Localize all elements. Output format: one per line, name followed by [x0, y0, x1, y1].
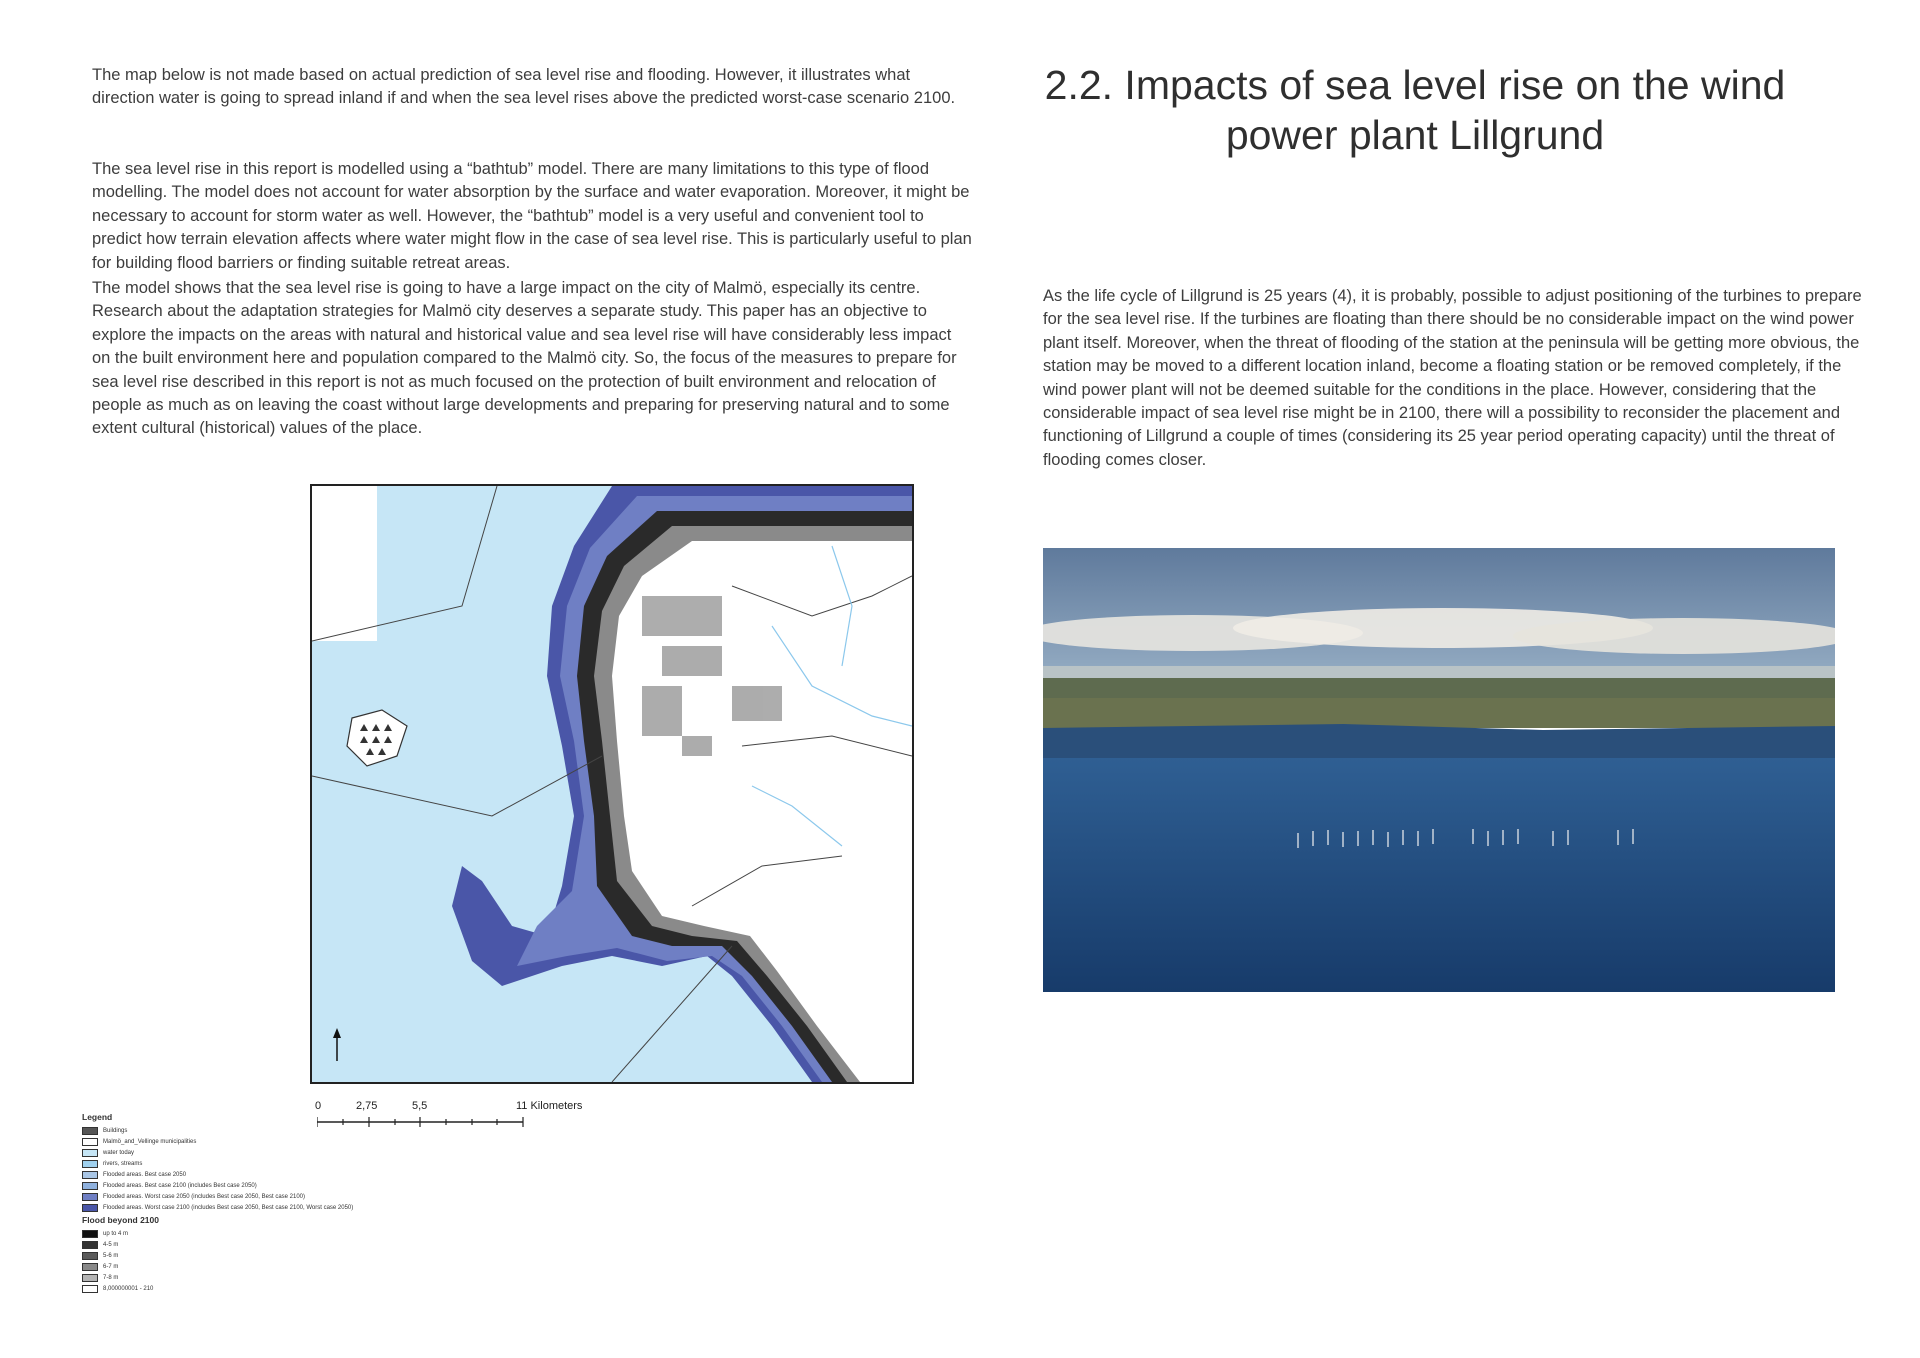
- lillgrund-aerial-photo: [1043, 548, 1835, 992]
- legend-item: [82, 1191, 402, 1202]
- legend-item: [82, 1158, 402, 1169]
- legend-item: [82, 1239, 402, 1250]
- legend-swatch: [82, 1193, 98, 1201]
- legend-label: 8,000000001 - 210: [103, 1285, 154, 1292]
- legend-item: [82, 1180, 402, 1191]
- scale-label-5-5: 5,5: [412, 1100, 428, 1112]
- legend-swatch: [82, 1241, 98, 1249]
- legend-item: [82, 1228, 402, 1239]
- legend-swatch: [82, 1138, 98, 1146]
- legend-item: [82, 1169, 402, 1180]
- legend-label: Flooded areas. Worst case 2100 (includes Best case 2050, Best case 2100, Worst case 2050): [103, 1204, 354, 1211]
- scale-label-2-75: 2,75: [356, 1100, 378, 1112]
- intro-paragraph: The map below is not made based on actual prediction of sea level rise and flooding. However, it illustrates what direction water is going to spread inland if and when the sea level rises above the predicted worst-case scenario 2100.: [92, 66, 956, 108]
- legend-label: Malmö_and_Vellinge municipalities: [103, 1138, 197, 1145]
- legend-item: [82, 1202, 402, 1213]
- scale-label-0: 0: [315, 1100, 322, 1112]
- flood-map-drawing: [312, 486, 912, 1082]
- legend-item: [82, 1272, 402, 1283]
- map-legend: [82, 1110, 402, 1294]
- legend-item: [82, 1136, 402, 1147]
- legend-item: [82, 1125, 402, 1136]
- legend-label: up to 4 m: [103, 1230, 129, 1237]
- legend-swatch: [82, 1274, 98, 1282]
- legend-label: 4-5 m: [103, 1241, 119, 1248]
- legend-swatch: [82, 1149, 98, 1157]
- legend-label: rivers, streams: [103, 1160, 143, 1167]
- legend-label: Flooded areas. Worst case 2050 (includes Best case 2050, Best case 2100): [103, 1193, 306, 1200]
- legend-item: [82, 1283, 402, 1294]
- legend-item: [82, 1261, 402, 1272]
- lillgrund-paragraph: As the life cycle of Lillgrund is 25 years (4), it is probably, possible to adjust positioning of the turbines to prepare for the sea level rise. If the turbines are floating than there should be no considerable impact on the wind power plant itself. Moreover, when the threat of flooding of the station at the peninsula will be getting more obvious, the station may be moved to a different location inland, become a floating station or be removed completely, if the wind power plant will not be deemed suitable for the conditions in the place. However, considering that the considerable impact of sea level rise might be in 2100, there will a possibility to reconsider the placement and functioning of Lillgrund a couple of times (considering its 25 year period operating capacity) until the threat of flooding comes closer.: [1043, 287, 1862, 469]
- legend-item: [82, 1250, 402, 1261]
- legend-label: water today: [103, 1149, 135, 1156]
- bathtub-model-paragraph: The sea level rise in this report is modelled using a “bathtub” model. There are many limitations to this type of flood modelling. The model does not account for water absorption by the surface and water evaporation. Moreover, it might be necessary to account for storm water as well. However, the “bathtub” model is a very useful and convenient tool to predict how terrain elevation affects where water might flow in the case of sea level rise. This is particularly useful to plan for building flood barriers or finding suitable retreat areas.: [92, 160, 972, 272]
- legend-swatch: [82, 1160, 98, 1168]
- legend-swatch: [82, 1127, 98, 1135]
- legend-label: Buildings: [103, 1127, 128, 1134]
- malmo-impact-paragraph: The model shows that the sea level rise is going to have a large impact on the city of Malmö, especially its centre. Research about the adaptation strategies for Malmö city deserves a separate study. This paper has an objective to explore the impacts on the areas with natural and historical value and sea level rise will have considerably less impact on the built environment here and population compared to the Malmö city. So, the focus of the measures to prepare for sea level rise described in this report is not as much focused on the protection of built environment and relocation of people as much as on leaving the coast without large developments and preparing for preserving natural and to some extent cultural (historical) values of the place.: [92, 279, 957, 438]
- legend-label: 6-7 m: [103, 1263, 119, 1270]
- legend-swatch: [82, 1182, 98, 1190]
- legend-label: Flooded areas. Best case 2050: [103, 1171, 187, 1178]
- legend-label: Flooded areas. Best case 2100 (includes Best case 2050): [103, 1182, 257, 1189]
- legend-item: [82, 1147, 402, 1158]
- flood-map: [310, 484, 914, 1084]
- flood-legend-title: Flood beyond 2100: [82, 1215, 159, 1225]
- legend-swatch: [82, 1252, 98, 1260]
- legend-swatch: [82, 1263, 98, 1271]
- legend-title: Legend: [82, 1112, 113, 1122]
- scale-label-11-km: 11 Kilometers: [516, 1100, 583, 1112]
- aerial-photo-drawing: [1043, 548, 1835, 992]
- legend-label: 5-6 m: [103, 1252, 119, 1259]
- legend-swatch: [82, 1285, 98, 1293]
- section-title: 2.2. Impacts of sea level rise on the wind power plant Lillgrund: [1044, 62, 1786, 158]
- legend-swatch: [82, 1171, 98, 1179]
- legend-swatch: [82, 1230, 98, 1238]
- legend-swatch: [82, 1204, 98, 1212]
- legend-label: 7-8 m: [103, 1274, 119, 1281]
